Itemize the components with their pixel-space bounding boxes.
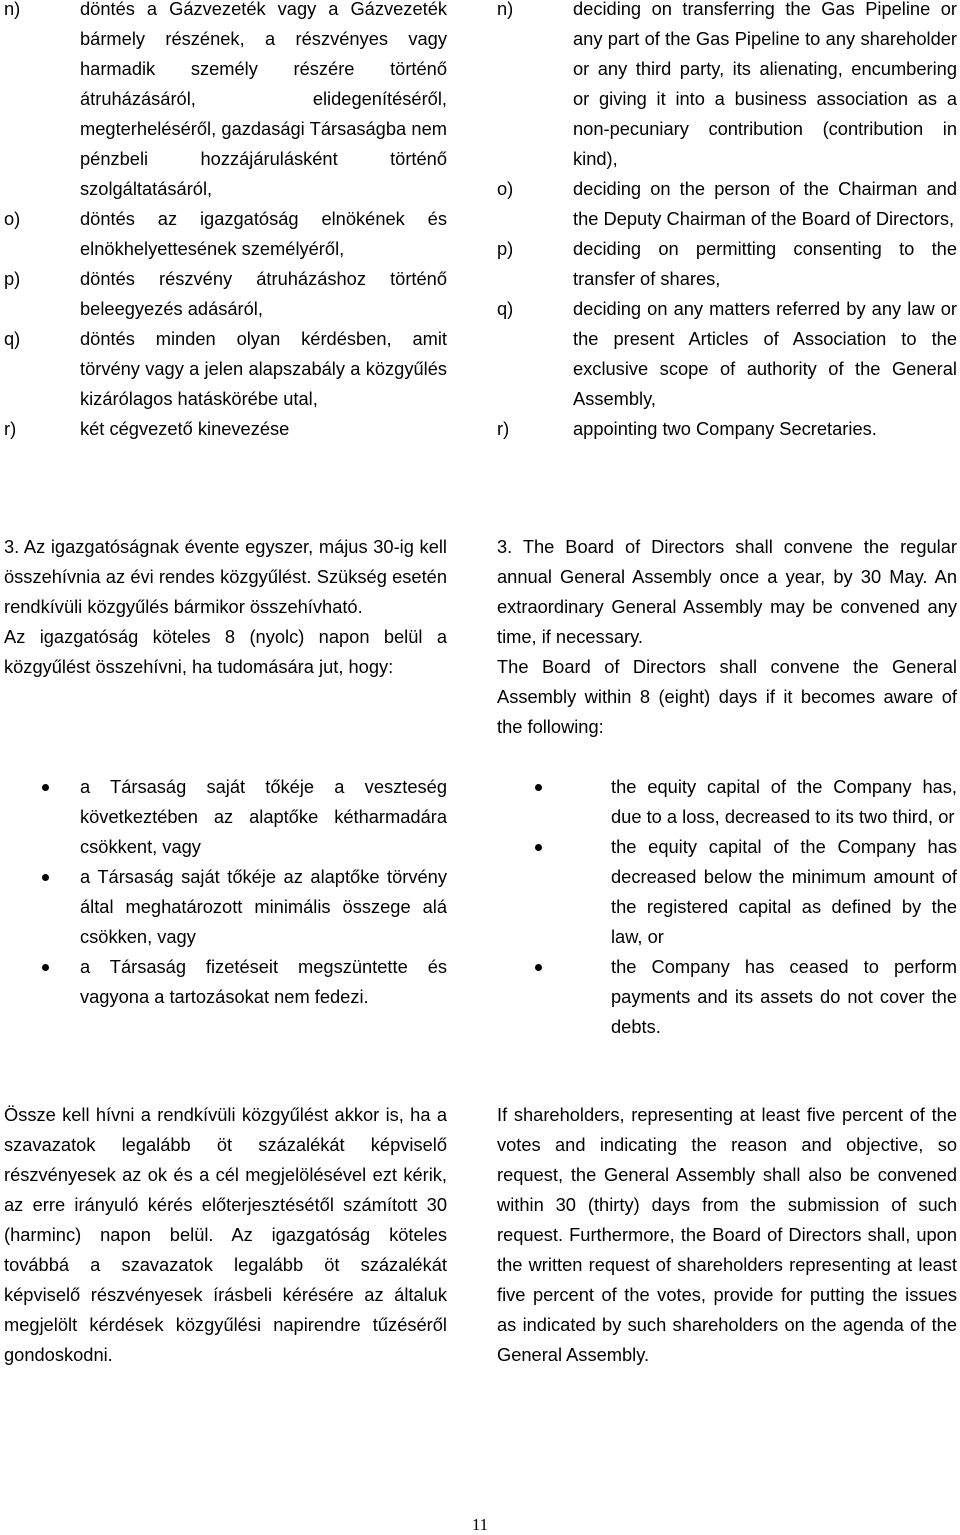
en-closing-section: [497, 1100, 957, 1370]
en-bullet-item: [497, 772, 957, 832]
hu-item-o: [4, 204, 447, 264]
item-label: p): [4, 268, 21, 289]
item-text: döntés részvény átruházáshoz történő beleegyezés adásáról,: [80, 268, 447, 319]
hu-item-n: [4, 0, 447, 204]
item-text: döntés a Gázvezeték vagy a Gázvezeték bármely részének, a részvényes vagy harmadik személy részére történő átruházásáról, elidegenítéséről, megterheléséről, gazdasági Társaságba nem pénzbeli hozzájárulásként történő szolgáltatásáról,: [80, 0, 447, 199]
bullet-icon: [497, 952, 611, 1042]
en-item-n: [497, 0, 957, 174]
hu-bullet-item: [4, 952, 447, 1012]
bullet-icon: [497, 832, 611, 952]
hu-section3-paragraph1: 3. Az igazgatóságnak évente egyszer, május 30-ig kell összehívnia az évi rendes közgyűlést. Szükség esetén rendkívüli közgyűlés bármikor összehívható.: [4, 536, 447, 617]
en-section3-paragraph2: The Board of Directors shall convene the General Assembly within 8 (eight) days if it becomes aware of the following:: [497, 656, 957, 737]
hu-item-p: [4, 264, 447, 324]
bullet-text: the equity capital of the Company has decreased below the minimum amount of the registered capital as defined by the law, or: [611, 836, 957, 947]
page-number: 11: [471, 1515, 489, 1534]
bullet-text: the Company has ceased to perform payments and its assets do not cover the debts.: [611, 956, 957, 1037]
hu-item-r: [4, 414, 447, 444]
hu-section-3: [4, 532, 447, 682]
en-section-3: [497, 532, 957, 742]
item-label: p): [497, 238, 514, 259]
hu-bullet-list: [4, 772, 447, 1012]
hu-item-q: [4, 324, 447, 414]
en-bullet-item: [497, 832, 957, 952]
item-label: q): [4, 328, 21, 349]
hu-bullet-item: [4, 862, 447, 952]
bullet-text: a Társaság saját tőkéje az alaptőke törvény által meghatározott minimális összege alá csökken, vagy: [80, 866, 447, 947]
item-text: deciding on the person of the Chairman and the Deputy Chairman of the Board of Directors,: [573, 178, 957, 229]
item-label: r): [4, 418, 17, 439]
hu-closing-section: [4, 1100, 447, 1370]
item-text: döntés minden olyan kérdésben, amit törvény vagy a jelen alapszabály a közgyűlés kizárólagos hatáskörébe utal,: [80, 328, 447, 409]
bullet-text: a Társaság fizetéseit megszüntette és vagyona a tartozásokat nem fedezi.: [80, 956, 447, 1007]
item-text: két cégvezető kinevezése: [80, 418, 290, 439]
bullet-icon: [497, 772, 611, 832]
en-item-o: [497, 174, 957, 234]
bullet-icon: [4, 952, 80, 1012]
en-item-q: [497, 294, 957, 414]
item-label: n): [497, 0, 514, 19]
item-text: appointing two Company Secretaries.: [573, 418, 877, 439]
hu-letter-list: [4, 0, 447, 444]
en-bullet-item: [497, 952, 957, 1042]
item-label: n): [4, 0, 21, 19]
item-text: deciding on permitting consenting to the transfer of shares,: [573, 238, 957, 289]
en-item-p: [497, 234, 957, 294]
en-section3-paragraph1: 3. The Board of Directors shall convene the regular annual General Assembly once a year, by 30 May. An extraordinary General Assembly may be convened any time, if necessary.: [497, 536, 957, 647]
bullet-icon: [4, 772, 80, 862]
item-text: deciding on transferring the Gas Pipeline or any part of the Gas Pipeline to any shareholder or any third party, its alienating, encumbering or giving it into a business association as a non-pecuniary contribution (contribution in kind),: [573, 0, 957, 169]
bullet-text: a Társaság saját tőkéje a veszteség következtében az alaptőke kétharmadára csökkent, vagy: [80, 776, 447, 857]
bullet-text: the equity capital of the Company has, due to a loss, decreased to its two third, or: [611, 776, 957, 827]
item-label: o): [497, 178, 514, 199]
item-text: deciding on any matters referred by any law or the present Articles of Association to the exclusive scope of authority of the General Assembly,: [573, 298, 957, 409]
hu-bullet-item: [4, 772, 447, 862]
item-label: q): [497, 298, 514, 319]
en-letter-list: [497, 0, 957, 444]
item-label: r): [497, 418, 510, 439]
en-bullet-list: [497, 772, 957, 1042]
hu-closing-paragraph: Össze kell hívni a rendkívüli közgyűlést akkor is, ha a szavazatok legalább öt százalékát képviselő részvényesek az ok és a cél megjelölésével ezt kérik, az erre irányuló kérés előterjesztésétől számított 30 (harminc) napon belül. Az igazgatóság köteles továbbá a szavazatok legalább öt százalékát képviselő részvényesek írásbeli kérésére az általuk megjelölt kérdések közgyűlési napirendre tűzéséről gondoskodni.: [4, 1104, 447, 1365]
hu-section3-paragraph2: Az igazgatóság köteles 8 (nyolc) napon belül a közgyűlést összehívni, ha tudomására jut, hogy:: [4, 626, 447, 677]
item-label: o): [4, 208, 21, 229]
bullet-icon: [4, 862, 80, 952]
en-item-r: [497, 414, 957, 444]
en-closing-paragraph: If shareholders, representing at least five percent of the votes and indicating the reason and objective, so request, the General Assembly shall also be convened within 30 (thirty) days from the submission of such request. Furthermore, the Board of Directors shall, upon the written request of shareholders representing at least five percent of the votes, provide for putting the issues as indicated by such shareholders on the agenda of the General Assembly.: [497, 1104, 957, 1365]
item-text: döntés az igazgatóság elnökének és elnökhelyettesének személyéről,: [80, 208, 447, 259]
